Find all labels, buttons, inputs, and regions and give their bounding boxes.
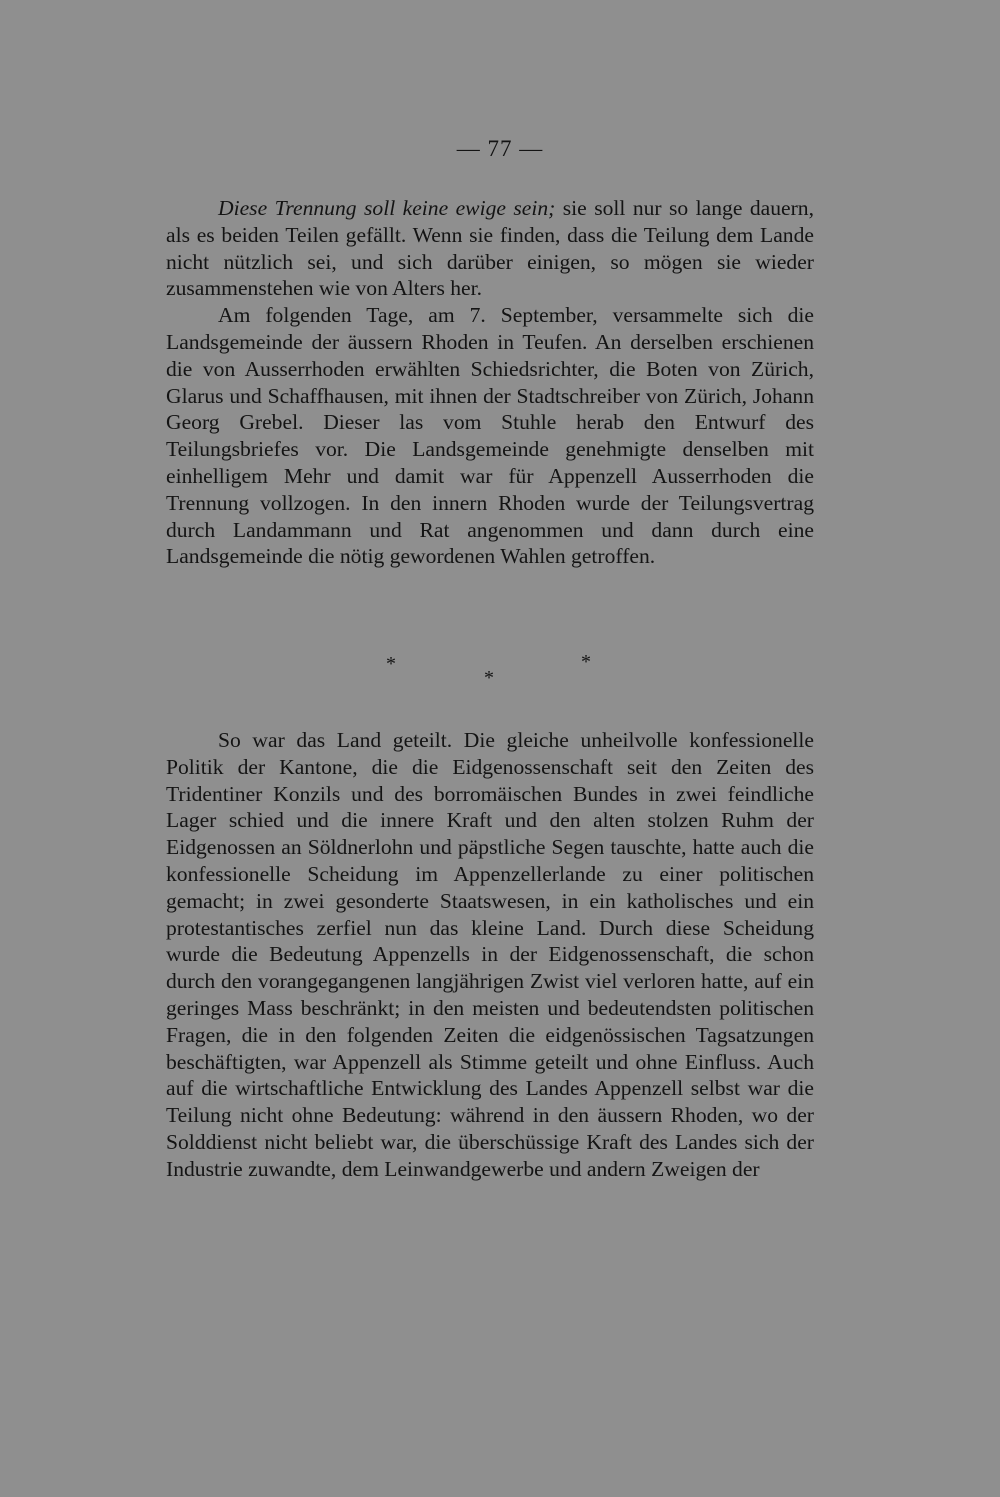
separator-star-left: * — [386, 653, 396, 675]
paragraph-2: Am folgenden Tage, am 7. September, versammelte sich die Landsgemeinde der äussern Rhoden in Teufen. An derselben erschienen die von Ausserrhoden erwählten Schiedsrichter, die Boten von Zürich, Glarus und Schaffhausen, mit ihnen der Stadtschreiber von Zürich, Johann Georg Grebel. Dieser las vom Stuhle herab den Entwurf des Teilungsbriefes vor. Die Landsgemeinde genehmigte denselben mit einhelligem Mehr und damit war für Appenzell Ausserrhoden die Trennung vollzogen. In den innern Rhoden wurde der Teilungsvertrag durch Landammann und Rat angenommen und dann durch eine Landsgemeinde die nötig gewordenen Wahlen getroffen. — [166, 303, 814, 569]
separator-star-middle: * — [484, 667, 494, 689]
paragraph-1 — [166, 195, 814, 302]
page-number: — 77 — — [456, 136, 544, 161]
text-block-upper — [166, 195, 814, 570]
text-block-lower — [166, 727, 814, 1183]
separator-star-right: * — [581, 651, 591, 673]
paragraph-1-text: sie soll nur so lange dauern, als es beiden Teilen gefällt. Wenn sie finden, dass die Teilung dem Lande nicht nützlich sei, und sich darüber einigen, so mögen sie wieder zusammenstehen wie von Alters her. — [166, 196, 814, 301]
italic-lead-phrase: Diese Trennung soll keine ewige sein; — [218, 196, 556, 220]
paragraph-3: So war das Land geteilt. Die gleiche unheilvolle konfessionelle Politik der Kantone, die die Eidgenossenschaft seit den Zeiten des Tridentiner Konzils und des borromäischen Bundes in zwei feindliche Lager schied und die innere Kraft und den alten stolzen Ruhm der Eidgenossen an Söldnerlohn und päpstliche Segen tauschte, hatte auch die konfessionelle Scheidung im Appenzellerlande zu einer politischen gemacht; in zwei gesonderte Staatswesen, in ein katholisches und ein protestantisches zerfiel nun das kleine Land. Durch diese Scheidung wurde die Bedeutung Appenzells in der Eidgenossenschaft, die schon durch den vorangegangenen langjährigen Zwist viel verloren hatte, auf ein geringes Mass beschränkt; in den meisten und bedeutendsten politischen Fragen, die in den folgenden Zeiten die eidgenössischen Tagsatzungen beschäftigten, war Appenzell als Stimme geteilt und ohne Einfluss. Auch auf die wirtschaftliche Entwicklung des Landes Appenzell selbst war die Teilung nicht ohne Bedeutung: während in den äussern Rhoden, wo der Solddienst nicht beliebt war, die überschüssige Kraft des Landes sich der Industrie zuwandte, dem Leinwandgewerbe und andern Zweigen der — [166, 728, 814, 1181]
section-separator — [0, 648, 1000, 698]
